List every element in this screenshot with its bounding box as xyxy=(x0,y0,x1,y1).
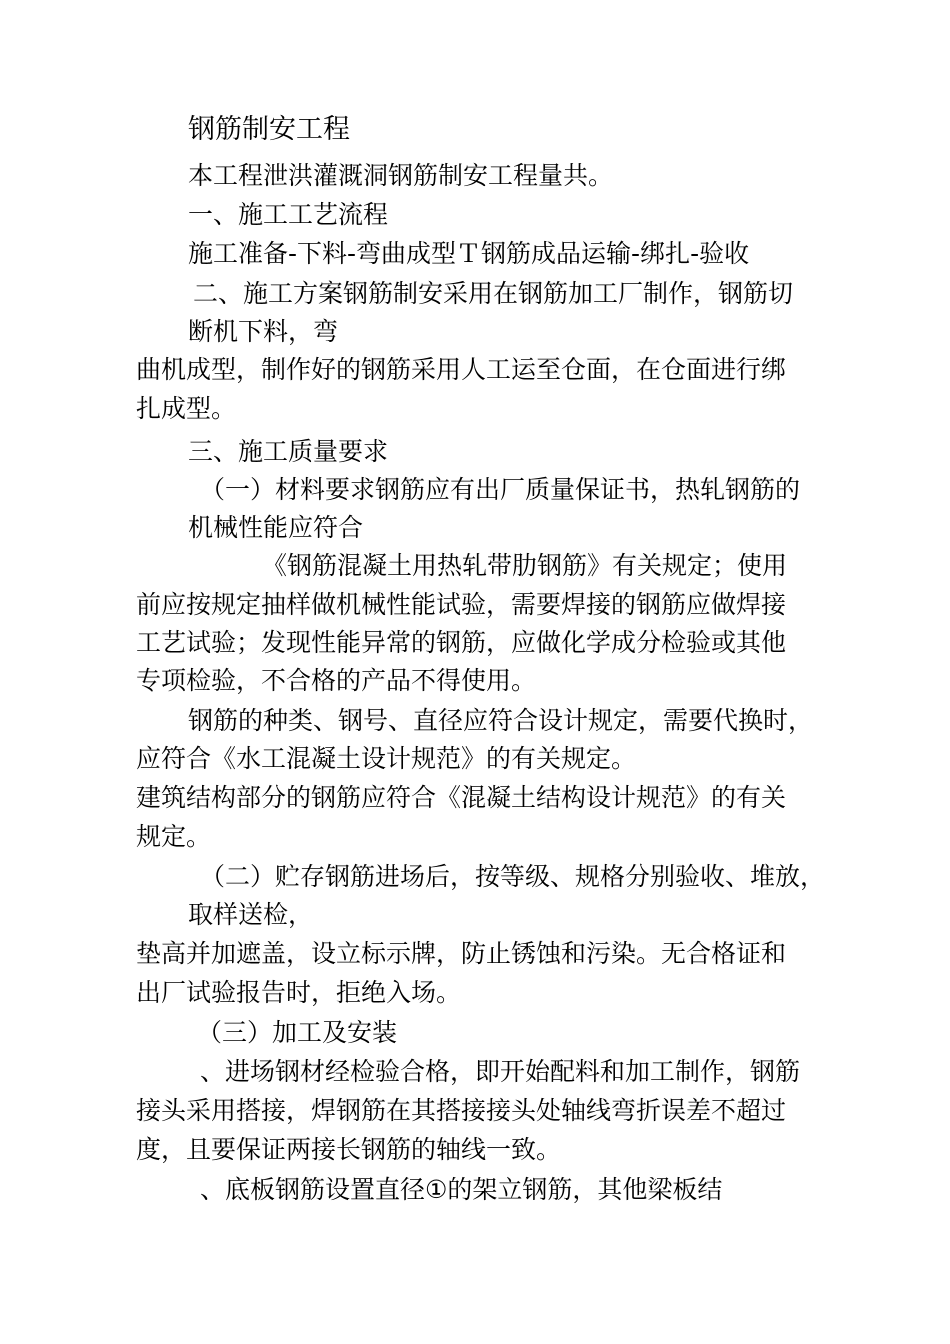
paragraph-line: 专项检验，不合格的产品不得使用。 xyxy=(136,666,537,695)
paragraph-line: 出厂试验报告时，拒绝入场。 xyxy=(136,978,462,1007)
paragraph-line: 扎成型。 xyxy=(136,394,237,423)
paragraph-line: 前应按规定抽样做机械性能试验，需要焊接的钢筋应做焊接 xyxy=(136,590,787,619)
heading-line: 一、施工工艺流程 xyxy=(188,200,389,229)
heading-line: 三、施工质量要求 xyxy=(188,437,389,466)
paragraph-line: （二）贮存钢筋进场后，按等级、规格分别验收、堆放， xyxy=(200,862,826,891)
paragraph-line: 工艺试验；发现性能异常的钢筋，应做化学成分检验或其他 xyxy=(136,628,787,657)
paragraph-line: 断机下料，弯 xyxy=(188,317,339,346)
paragraph-line: 钢筋的种类、钢号、直径应符合设计规定，需要代换时， xyxy=(188,706,814,735)
paragraph-line: 机械性能应符合 xyxy=(188,513,364,542)
paragraph-line: 取样送检， xyxy=(188,900,314,929)
paragraph-line: 垫高并加遮盖，设立标示牌，防止锈蚀和污染。无合格证和 xyxy=(136,939,787,968)
paragraph-line: 施工准备-下料-弯曲成型Ｔ钢筋成品运输-绑扎-验收 xyxy=(188,239,750,268)
paragraph-line: 规定。 xyxy=(136,822,212,851)
paragraph-line: 应符合《水工混凝土设计规范》的有关规定。 xyxy=(136,744,637,773)
heading-line: （三）加工及安装 xyxy=(197,1018,398,1047)
paragraph-line: 本工程泄洪灌溉洞钢筋制安工程量共。 xyxy=(188,161,614,190)
section-title: 钢筋制安工程 xyxy=(188,114,350,145)
paragraph-line: 《钢筋混凝土用热轧带肋钢筋》有关规定；使用 xyxy=(262,551,788,580)
paragraph-line: 、进场钢材经检验合格，即开始配料和加工制作，钢筋 xyxy=(200,1057,801,1086)
paragraph-line: 度，且要保证两接长钢筋的轴线一致。 xyxy=(136,1135,562,1164)
paragraph-line: 二、施工方案钢筋制安采用在钢筋加工厂制作，钢筋切 xyxy=(193,279,794,308)
paragraph-line: 、底板钢筋设置直径①的架立钢筋，其他梁板结 xyxy=(200,1175,723,1204)
paragraph-line: 接头采用搭接，焊钢筋在其搭接接头处轴线弯折误差不超过 xyxy=(136,1096,787,1125)
paragraph-line: 建筑结构部分的钢筋应符合《混凝土结构设计规范》的有关 xyxy=(136,783,787,812)
paragraph-line: （一）材料要求钢筋应有出厂质量保证书，热轧钢筋的 xyxy=(200,475,801,504)
paragraph-line: 曲机成型，制作好的钢筋采用人工运至仓面，在仓面进行绑 xyxy=(136,355,787,384)
